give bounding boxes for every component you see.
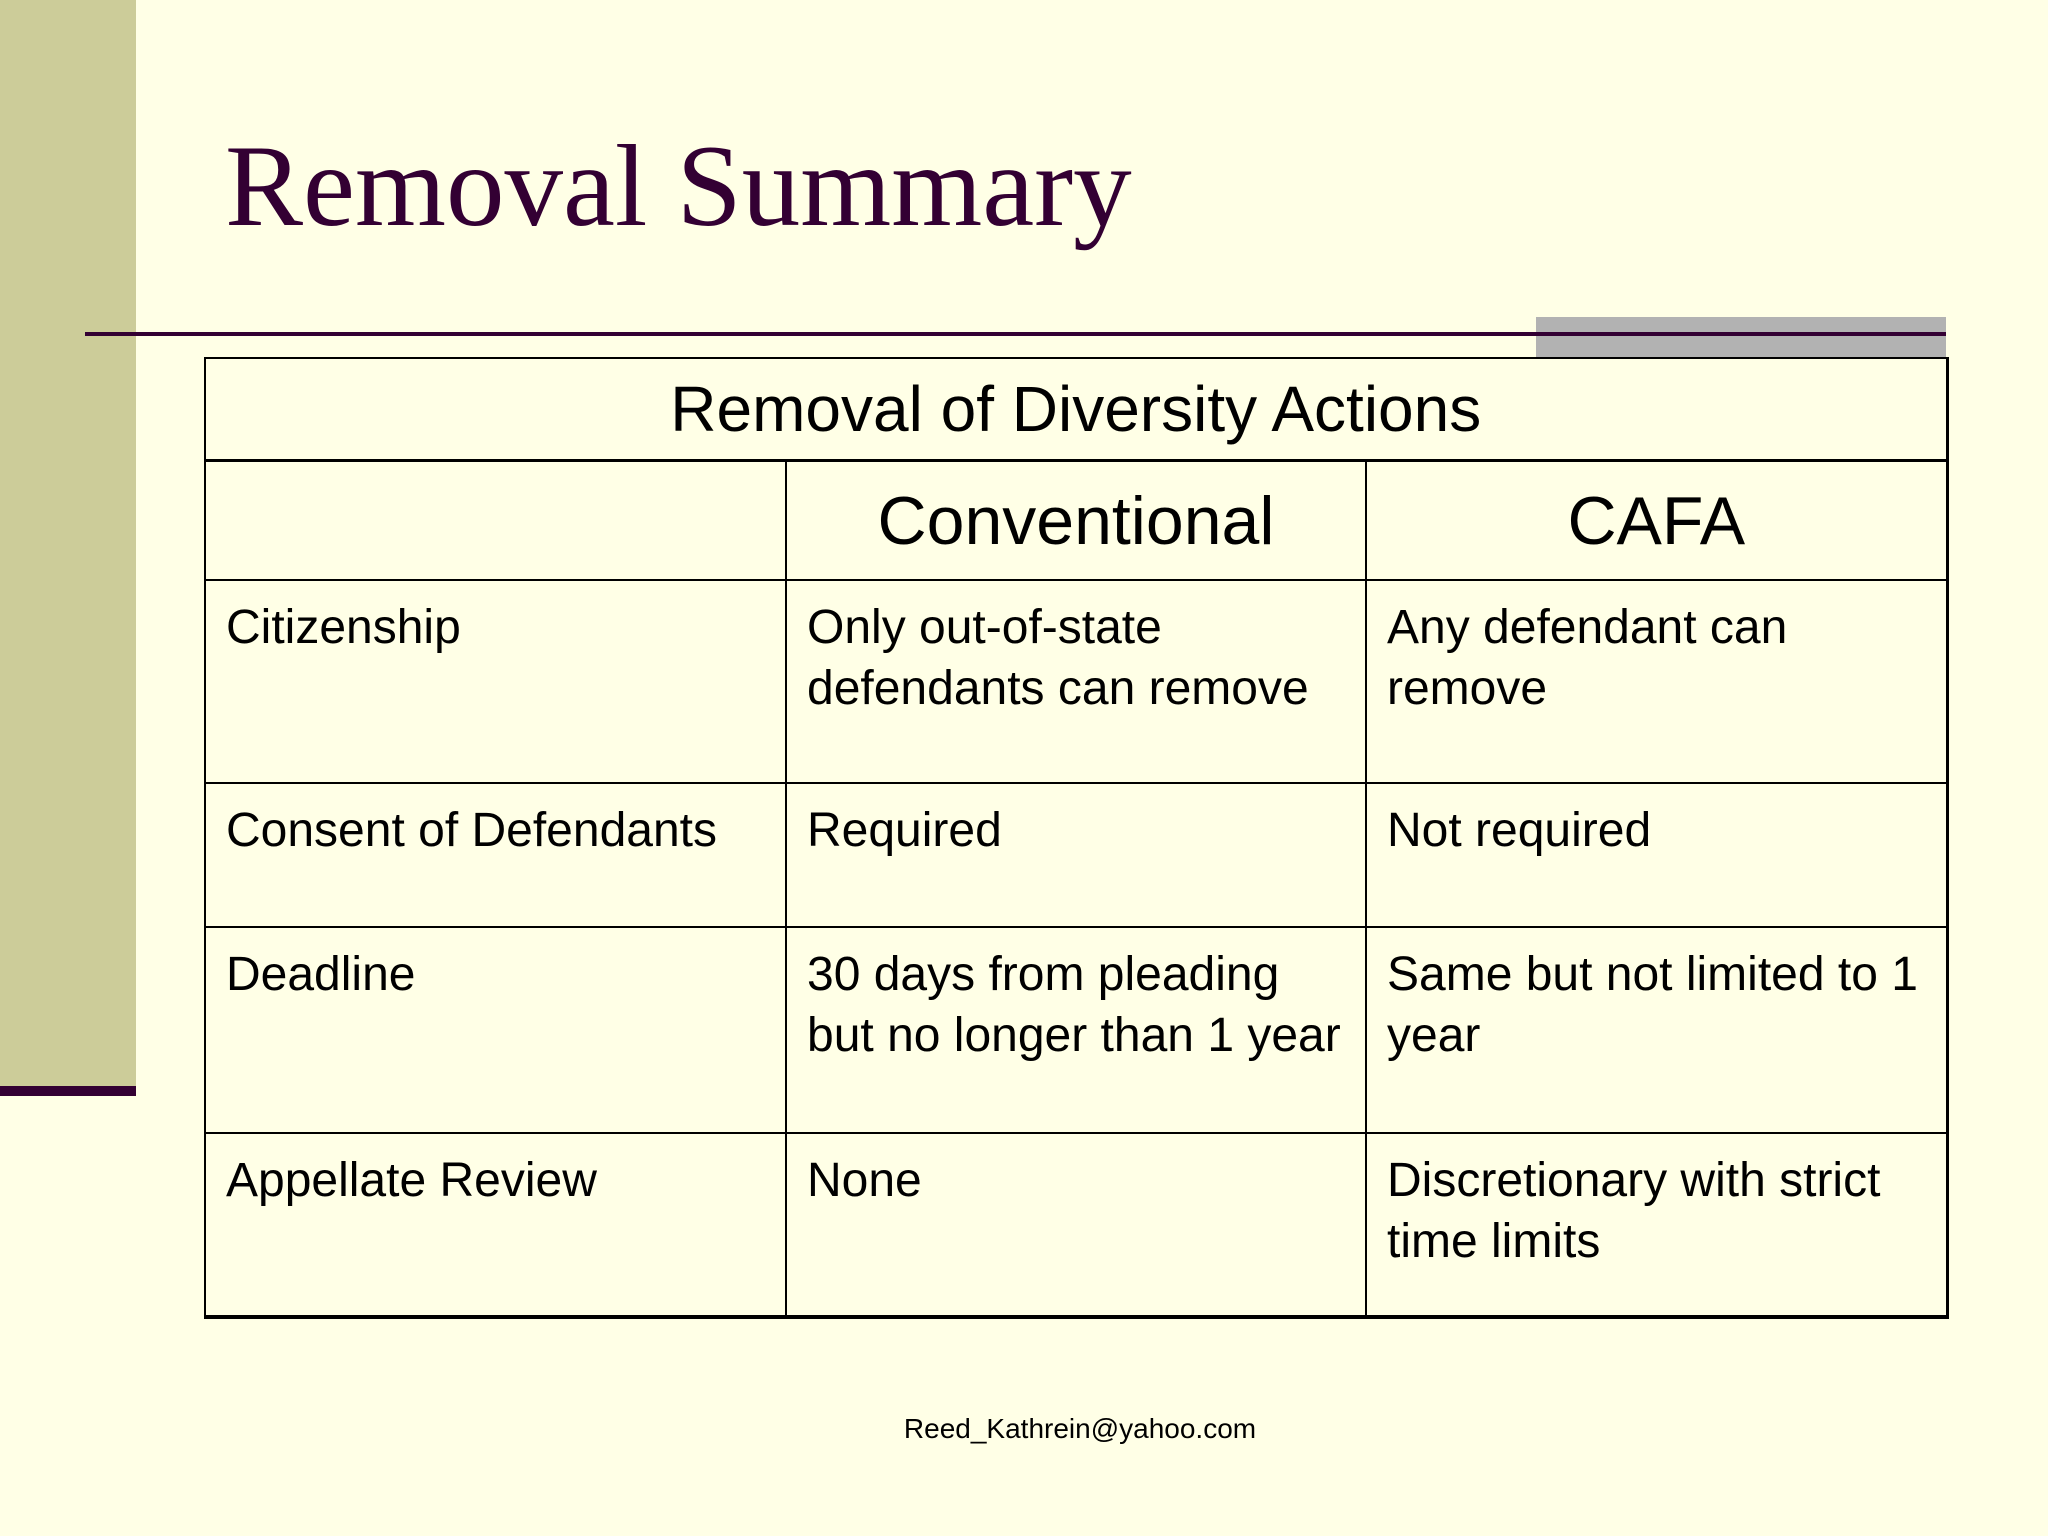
row-label: Appellate Review [205,1133,786,1317]
cafa-cell: Discretionary with strict time limits [1366,1133,1947,1317]
title-rule-gray-block [1536,317,1946,357]
cafa-cell: Any defendant can remove [1366,580,1947,783]
row-label: Citizenship [205,580,786,783]
row-label: Deadline [205,927,786,1133]
table-row [205,1133,1947,1317]
conventional-cell: None [786,1133,1366,1317]
table-row [205,927,1947,1133]
title-rule [85,332,1946,336]
table-row [205,783,1947,927]
table-header-row [205,461,1947,581]
removal-summary-table [204,357,1949,1319]
table-caption: Removal of Diversity Actions [205,358,1947,461]
table-caption-row [205,358,1947,461]
row-label: Consent of Defendants [205,783,786,927]
slide-title: Removal Summary [225,122,1132,251]
conventional-cell: Required [786,783,1366,927]
column-header-cafa: CAFA [1366,461,1947,581]
column-header-conventional: Conventional [786,461,1366,581]
left-accent-bar [0,0,136,1086]
cafa-cell: Not required [1366,783,1947,927]
table-row [205,580,1947,783]
left-accent-underline [0,1086,136,1096]
footer-email: Reed_Kathrein@yahoo.com [903,1413,1257,1444]
column-header-blank [205,461,786,581]
cafa-cell: Same but not limited to 1 year [1366,927,1947,1133]
conventional-cell: Only out-of-state defendants can remove [786,580,1366,783]
conventional-cell: 30 days from pleading but no longer than 1 year [786,927,1366,1133]
